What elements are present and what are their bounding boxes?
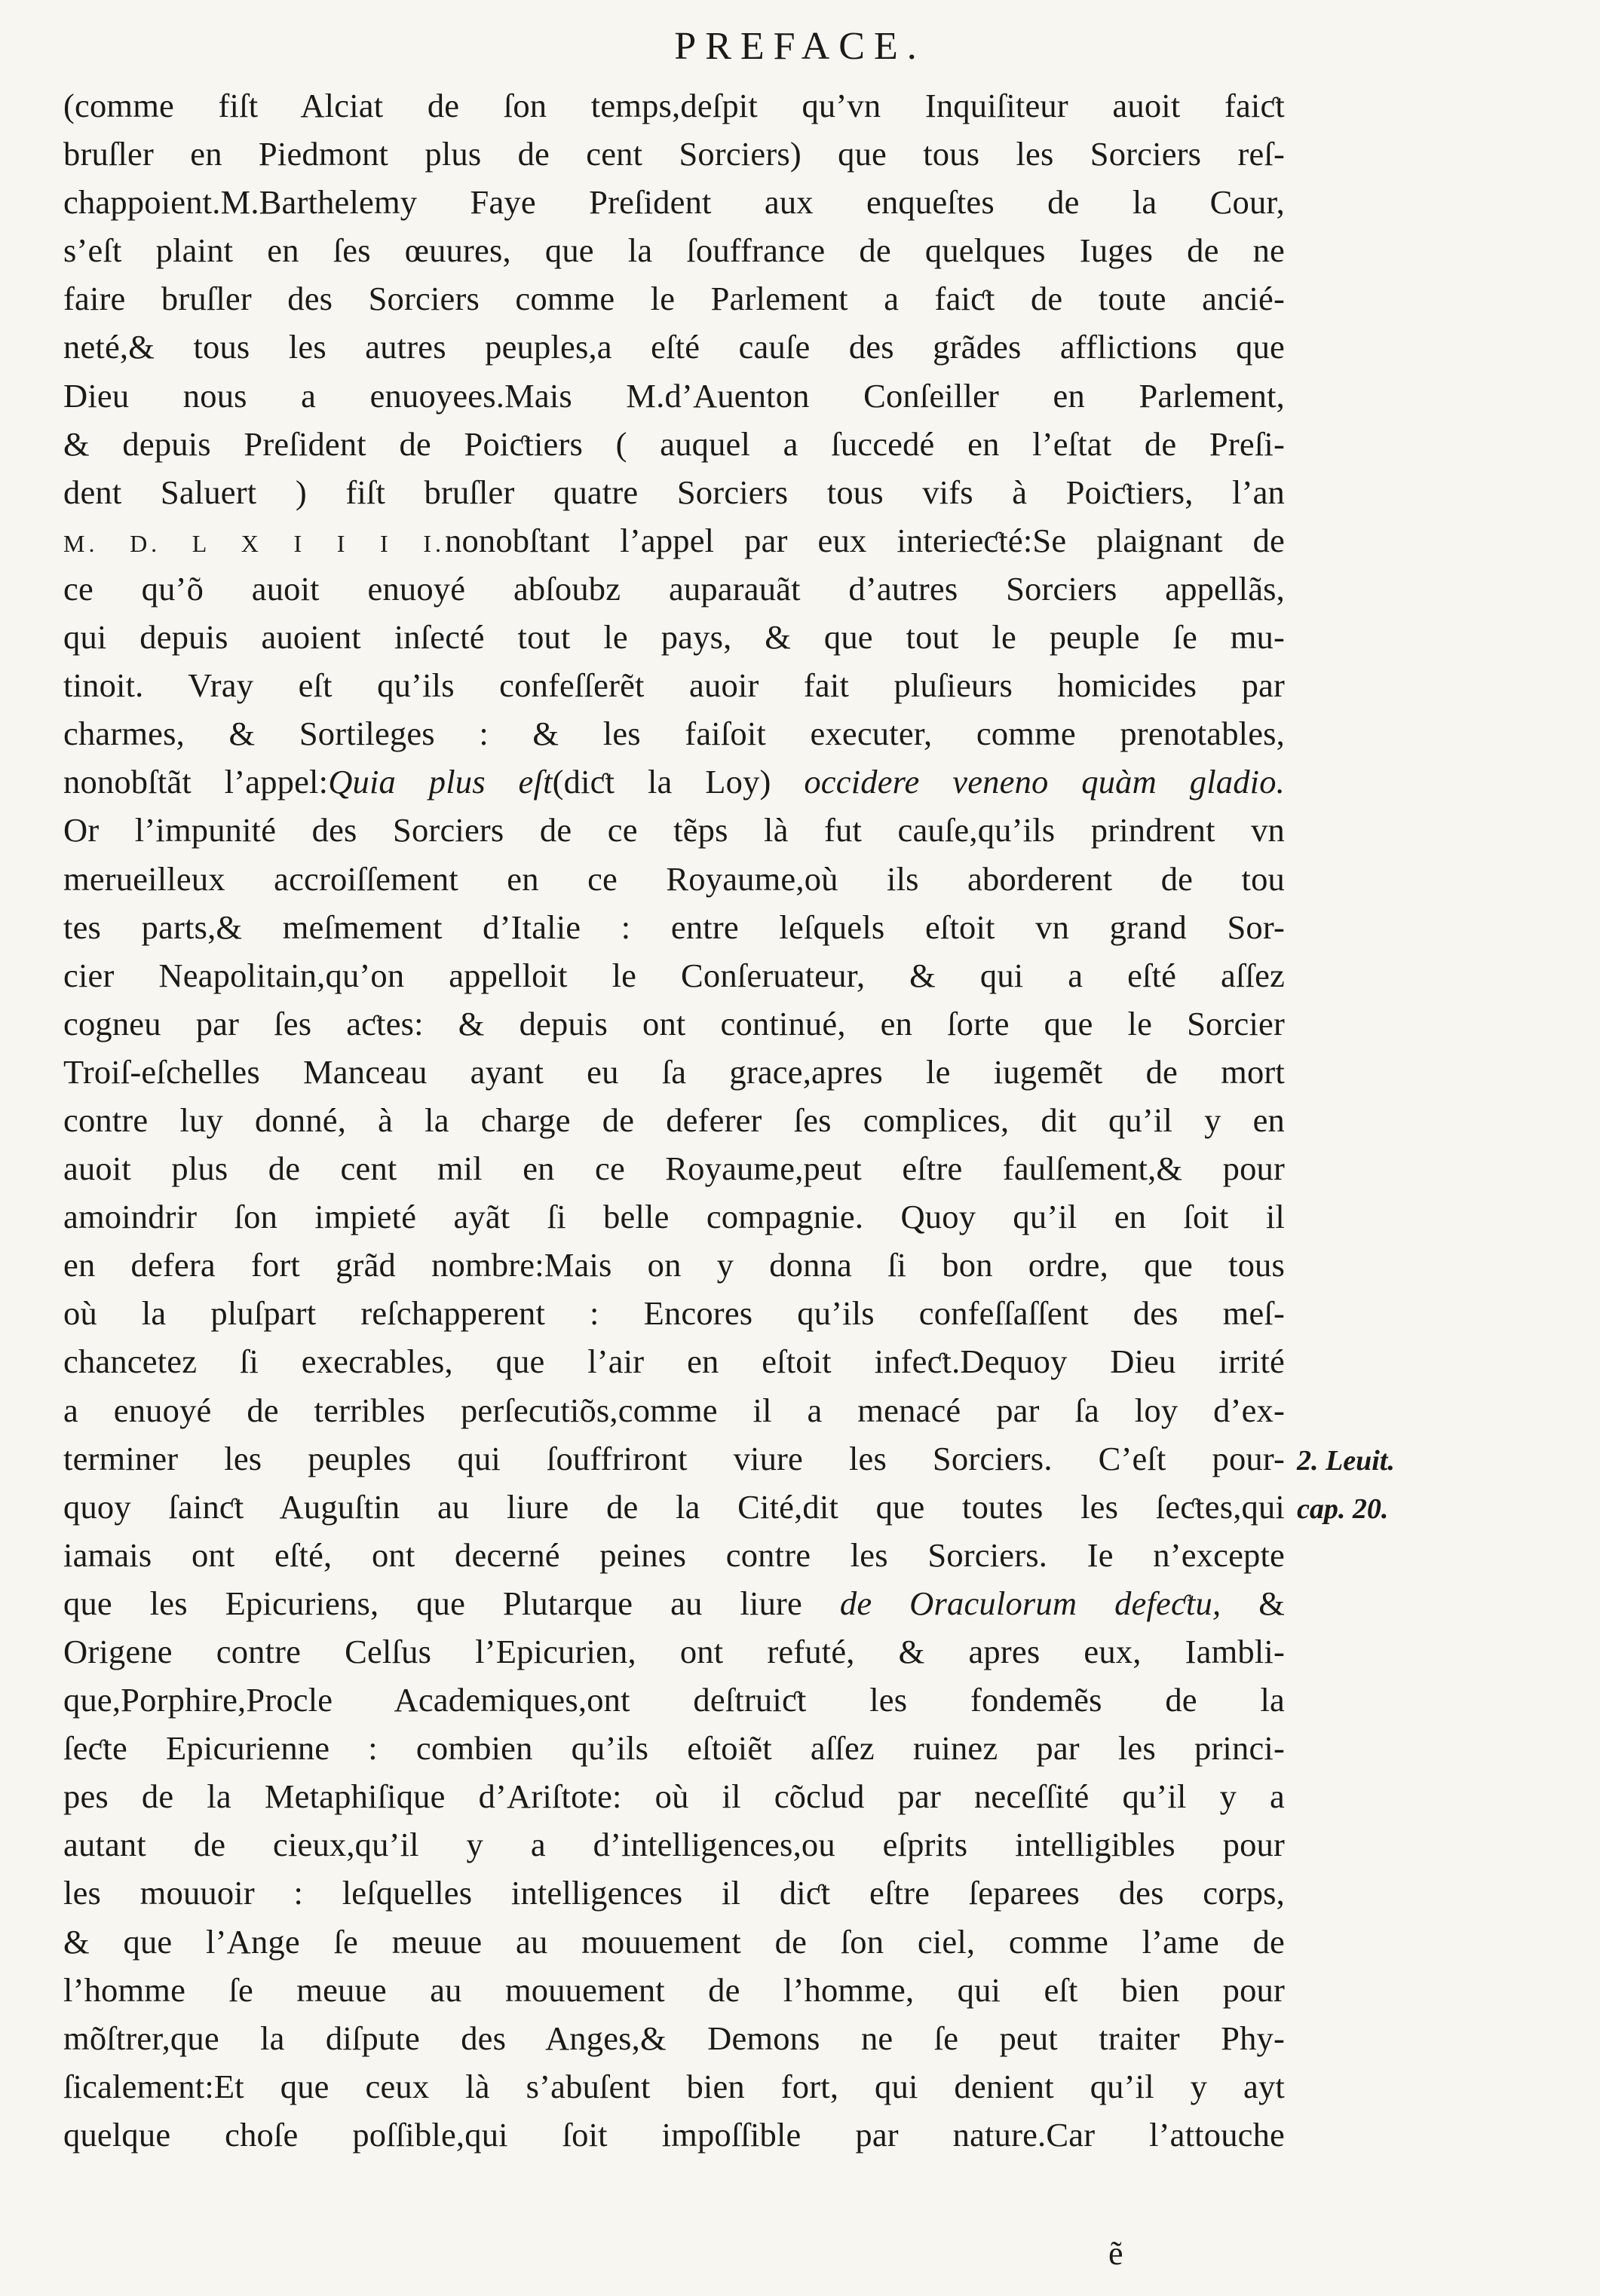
text-run: s’eſt plaint en ſes œuures, que la ſouffrance de quelques Iuges de ne: [63, 231, 1285, 270]
text-line: [63, 661, 1285, 709]
text-run: contre luy donné, à la charge de deferer ſes complices, dit qu’il y en: [63, 1101, 1285, 1139]
text-run: les mouuoir : leſquelles intelligences il diƈt eſtre ſeparees des corps,: [63, 1874, 1285, 1912]
text-line: [63, 2014, 1285, 2062]
text-line: [63, 1289, 1285, 1337]
text-run: chappoient.M.Barthelemy Faye Preſident aux enqueſtes de la Cour,: [63, 183, 1285, 222]
text-run: & depuis Preſident de Poiƈtiers ( auquel a ſuccedé en l’eſtat de Preſi-: [63, 424, 1285, 463]
text-line: [63, 1192, 1285, 1241]
text-line: [63, 1144, 1285, 1192]
text-run: terminer les peuples qui ſouffriront viure les Sorciers. C’eſt pour-: [63, 1439, 1285, 1477]
text-line: [63, 130, 1285, 178]
text-line: [63, 226, 1285, 274]
text-line: [63, 1676, 1285, 1724]
text-run: Origene contre Celſus l’Epicurien, ont refuté, & apres eux, Iambli-: [63, 1633, 1285, 1670]
text-run: merueilleux accroiſſement en ce Royaume,où ils aborderent de tou: [63, 859, 1285, 898]
text-line: [63, 1048, 1285, 1096]
running-head: PREFACE.: [674, 25, 926, 68]
text-run: Troiſ-eſchelles Manceau ayant eu ſa grace,apres le iugemẽt de mort: [63, 1052, 1285, 1091]
text-line: [63, 613, 1285, 661]
text-run: nonobſtãt l’appel:: [63, 763, 329, 801]
text-run: l’homme ſe meuue au mouuement de l’homme, qui eſt bien pour: [63, 1970, 1285, 2009]
text-line: [63, 758, 1285, 806]
text-run: faire bruſler des Sorciers comme le Parlement a faiƈt de toute ancié-: [63, 280, 1285, 318]
text-run: tinoit. Vray eſt qu’ils confeſſerẽt auoir fait pluſieurs homicides par: [63, 666, 1285, 705]
text-run: & que l’Ange ſe meuue au mouuement de ſon ciel, comme l’ame de: [63, 1922, 1285, 1961]
text-line: [63, 1386, 1285, 1434]
text-run: en defera fort grãd nombre:Mais on y donna ſi bon ordre, que tous: [63, 1246, 1285, 1284]
text-run: auoit plus de cent mil en ce Royaume,peut eſtre faulſement,& pour: [63, 1150, 1285, 1188]
text-run: bruſler en Piedmont plus de cent Sorciers) que tous les Sorciers reſ-: [63, 135, 1285, 173]
text-run: où la pluſpart reſchapperent : Encores qu’ils confeſſaſſent des meſ-: [63, 1294, 1285, 1333]
text-run: ſeƈte Epicurienne : combien qu’ils eſtoiẽt aſſez ruinez par les princi-: [63, 1729, 1285, 1768]
text-run: iamais ont eſté, ont decerné peines contre les Sorciers. Ie n’excepte: [63, 1535, 1285, 1574]
margin-note-chapter: cap. 20.: [1297, 1493, 1389, 1525]
text-line: [63, 323, 1285, 371]
text-line: [63, 903, 1285, 951]
text-line: [63, 1483, 1285, 1531]
text-line: [63, 2111, 1285, 2159]
text-line: [63, 1434, 1285, 1483]
text-line: [63, 1241, 1285, 1289]
text-run: amoindrir ſon impieté ayãt ſi belle compagnie. Quoy qu’il en ſoit il: [63, 1198, 1285, 1236]
text-run: quoy ſainƈt Auguſtin au liure de la Cité,dit que toutes les ſeƈtes,qui: [63, 1487, 1285, 1526]
text-line: [63, 81, 1285, 130]
text-line: [63, 1000, 1285, 1048]
text-line: [63, 709, 1285, 758]
text-run: pes de la Metaphiſique d’Ariſtote: où il cõclud par neceſſité qu’il y a: [63, 1777, 1285, 1816]
text-line: [63, 2062, 1285, 2111]
latin-quotation: de Oraculorum defeƈtu,: [839, 1584, 1221, 1622]
text-line: [63, 468, 1285, 516]
text-run: mõſtrer,que la diſpute des Anges,& Demons ne ſe peut traiter Phy-: [63, 2019, 1285, 2057]
text-line: [63, 1820, 1285, 1869]
text-run: que,Porphire,Procle Academiques,ont deſtruiƈt les fondemẽs de la: [63, 1681, 1285, 1719]
text-run: autant de cieux,qu’il y a d’intelligences,ou eſprits intelligibles pour: [63, 1826, 1285, 1864]
text-line: [63, 1772, 1285, 1820]
text-line: [63, 1724, 1285, 1772]
text-run: qui depuis auoient inſecté tout le pays, & que tout le peuple ſe mu-: [63, 618, 1285, 657]
catchword: ẽ: [1108, 2235, 1123, 2272]
text-line: [63, 565, 1285, 613]
text-line: [63, 1337, 1285, 1385]
text-line: [63, 1918, 1285, 1966]
text-run: dent Saluert ) fiſt bruſler quatre Sorciers tous vifs à Poiƈtiers, l’an: [63, 473, 1285, 511]
text-run: nonobſtant l’appel par eux interieƈté:Se plaignant de: [445, 521, 1286, 559]
text-run: quelque choſe poſſible,qui ſoit impoſſible par nature.Car l’attouche: [63, 2115, 1285, 2154]
text-run: cogneu par ſes aƈtes: & depuis ont continué, en ſorte que le Sorcier: [63, 1004, 1285, 1042]
text-line: [63, 178, 1285, 226]
text-run: ce qu’õ auoit enuoyé abſoubz auparauãt d’autres Sorciers appellãs,: [63, 569, 1285, 608]
text-line: [63, 1096, 1285, 1144]
text-line: [63, 1869, 1285, 1917]
text-line: [63, 806, 1285, 854]
text-run: (diƈt la Loy): [552, 763, 805, 801]
roman-year: M. D. L X I I I I.: [63, 529, 445, 557]
text-run: cier Neapolitain,qu’on appelloit le Conſeruateur, & qui a eſté aſſez: [63, 956, 1285, 994]
text-line: [63, 1531, 1285, 1579]
text-run: (comme fiſt Alciat de ſon temps,deſpit qu’vn Inquiſiteur auoit faiƈt: [63, 87, 1285, 124]
text-line: [63, 372, 1285, 420]
text-line: [63, 1627, 1285, 1676]
text-run: Or l’impunité des Sorciers de ce tẽps là fut cauſe,qu’ils prindrent vn: [63, 811, 1285, 850]
text-line: [63, 855, 1285, 903]
text-run: Dieu nous a enuoyees.Mais M.d’Auenton Conſeiller en Parlement,: [63, 376, 1285, 415]
text-run: que les Epicuriens, que Plutarque au liure: [63, 1584, 840, 1622]
latin-quotation: occidere veneno quàm gladio.: [804, 763, 1285, 801]
text-run: neté,& tous les autres peuples,a eſté cauſe des grãdes afflictions que: [63, 328, 1285, 366]
text-line: [63, 420, 1285, 468]
text-run: ſicalement:Et que ceux là s’abuſent bien fort, qui denient qu’il y ayt: [63, 2067, 1285, 2105]
text-run: &: [1221, 1584, 1286, 1622]
text-run: tes parts,& meſmement d’Italie : entre leſquels eſtoit vn grand Sor-: [63, 908, 1285, 946]
text-line: [63, 951, 1285, 1000]
text-run: charmes, & Sortileges : & les faiſoit executer, comme prenotables,: [63, 715, 1285, 753]
body-text: [63, 81, 1285, 2159]
text-line: [63, 274, 1285, 323]
text-line: [63, 1966, 1285, 2014]
margin-note-leviticus: 2. Leuit.: [1297, 1445, 1395, 1477]
text-line: [63, 516, 1285, 565]
text-run: chancetez ſi execrables, que l’air en eſtoit infeƈt.Dequoy Dieu irrité: [63, 1342, 1285, 1381]
text-run: a enuoyé de terribles perſecutiõs,comme il a menacé par ſa loy d’ex-: [63, 1391, 1285, 1429]
text-line: [63, 1579, 1285, 1627]
latin-quotation: Quia plus eſt: [328, 763, 553, 801]
